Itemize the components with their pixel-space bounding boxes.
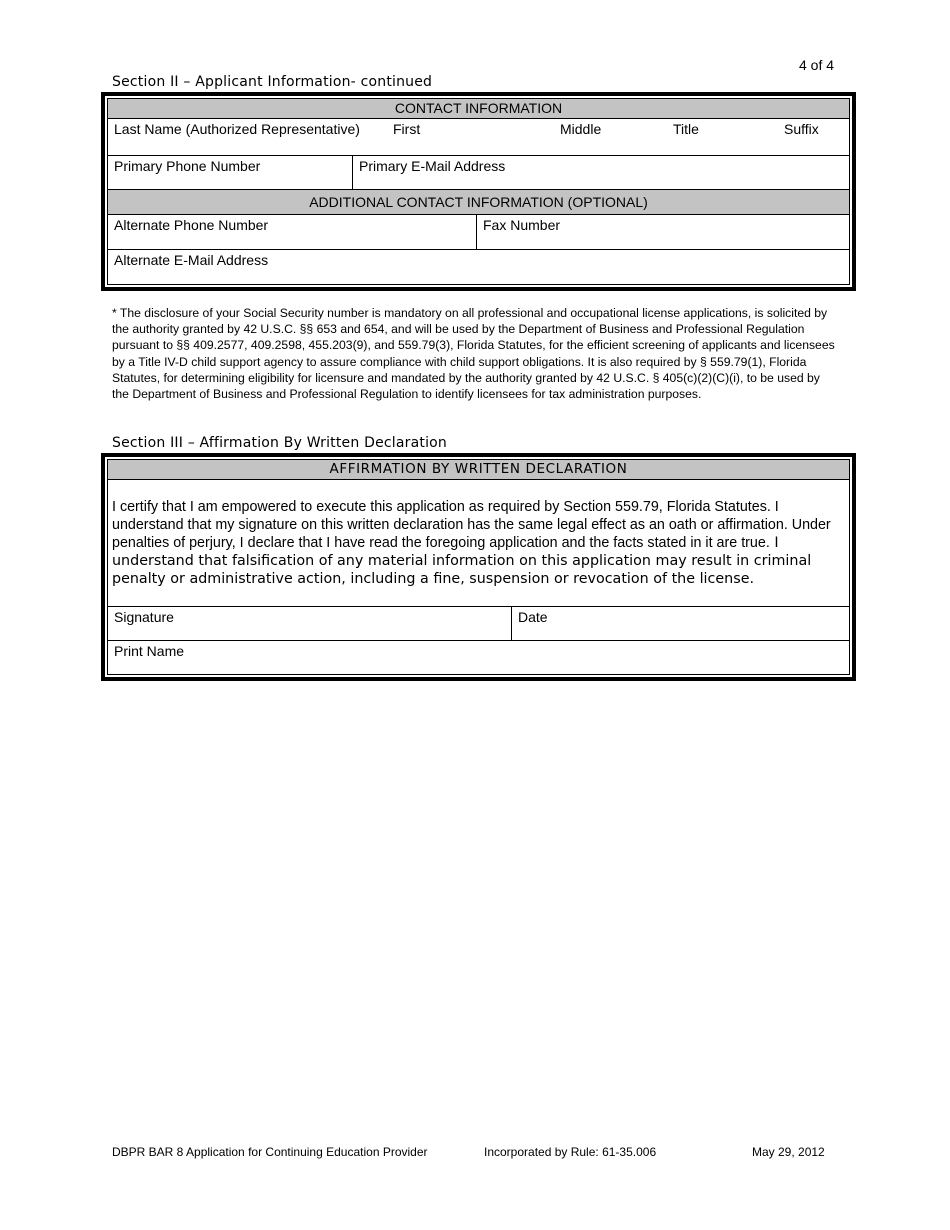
alternate-contact-row [108,215,849,250]
suffix-field[interactable]: Suffix [784,121,819,137]
fax-number-field[interactable]: Fax Number [483,217,561,233]
signature-row [108,607,849,641]
affirmation-box [101,453,856,681]
footer-rule: Incorporated by Rule: 61-35.006 [484,1145,657,1159]
primary-phone-field[interactable]: Primary Phone Number [108,156,353,189]
name-row [108,119,849,156]
print-name-field[interactable]: Print Name [114,643,185,659]
section2-title: Section II – Applicant Information- continued [112,74,433,90]
alternate-phone-field[interactable]: Alternate Phone Number [108,215,477,249]
footer-date: May 29, 2012 [752,1145,825,1159]
section3-title: Section III – Affirmation By Written Declaration [112,435,447,451]
alternate-email-field[interactable]: Alternate E-Mail Address [114,252,269,268]
last-name-field[interactable]: Last Name (Authorized Representative) [114,121,360,137]
page-number: 4 of 4 [799,57,835,73]
title-field[interactable]: Title [673,121,699,137]
contact-info-box [101,92,856,291]
contact-info-header: CONTACT INFORMATION [108,99,849,119]
ssn-disclosure-text: * The disclosure of your Social Security number is mandatory on all professional and occupational license applications, is solicited by the authority granted by 42 U.S.C. §§ 653 and 654, and will be used by the Department of Business and Professional Regulation pursuant to §§ 409.2577, 409.2598, 455.203(9), and 559.79(3), Florida Statutes, for the efficient screening of applicants and licensees by a Title IV-D child support agency to assure compliance with child support obligations. It is also required by § 559.79(1), Florida Statutes, for determining eligibility for licensure and mandated by the authority granted by 42 U.S.C. § 405(c)(2)(C)(i), to be used by the Department of Business and Professional Regulation to identify licensees for tax administration purposes. [112,306,835,402]
first-name-field[interactable]: First [393,121,421,137]
affirmation-statement-part2: I understand that falsification of any material information on this application may result in criminal penalty or administrative action, including a fine, suspension or revocation of the license. [112,535,812,587]
contact-info-table [107,98,850,285]
affirmation-header: AFFIRMATION BY WRITTEN DECLARATION [108,460,849,480]
affirmation-table [107,459,850,675]
middle-name-field[interactable]: Middle [560,121,602,137]
signature-field[interactable]: Signature [108,607,512,640]
footer-form-name: DBPR BAR 8 Application for Continuing Education Provider [112,1145,428,1159]
primary-contact-row [108,156,849,190]
alternate-email-row [108,250,849,284]
affirmation-statement [108,480,849,607]
date-field[interactable]: Date [518,609,548,625]
primary-email-field[interactable]: Primary E-Mail Address [359,158,506,174]
affirmation-statement-part1: I certify that I am empowered to execute this application as required by Section 559.79, Florida Statutes. I understand that my signature on this written declaration has the same legal effect as an oath or affirmation. Under penalties of perjury, I declare that I have read the foregoing application and the facts stated in it are true. [112,499,831,551]
print-name-row [108,641,849,674]
additional-contact-header: ADDITIONAL CONTACT INFORMATION (OPTIONAL) [108,190,849,215]
